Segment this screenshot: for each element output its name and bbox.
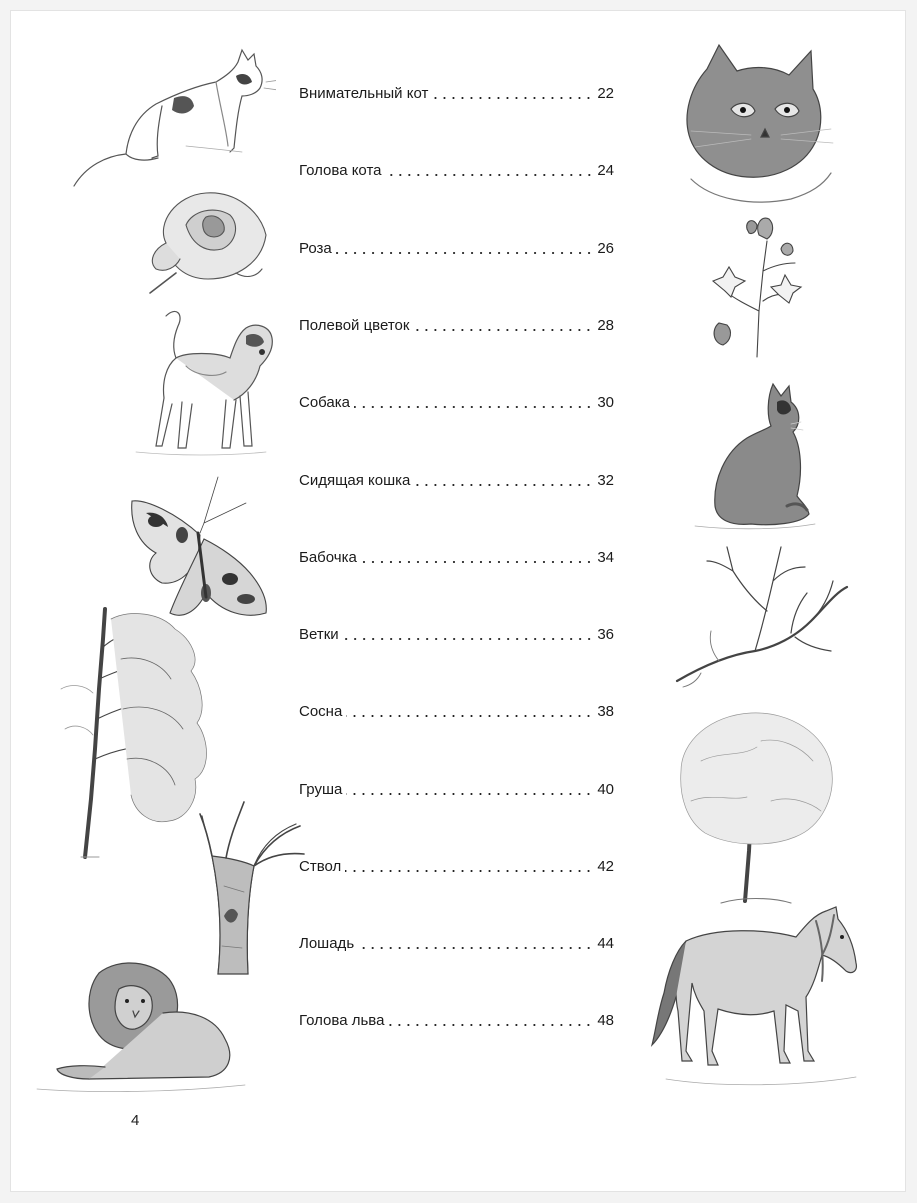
page-number: 4 [131,1112,140,1129]
toc-entry-butterfly[interactable] [299,545,614,569]
toc-entry-title: Собака [299,393,350,411]
lion-sketch [29,953,249,1098]
branches-sketch [671,541,851,693]
toc-entry-page: 28 [597,316,614,334]
dot-leader [354,406,593,408]
toc-entry-title: Ветки [299,625,339,643]
toc-entry-page: 44 [597,934,614,952]
toc-entry-pear[interactable] [299,777,614,801]
toc-entry-page: 48 [597,1011,614,1029]
book-page [10,10,906,1192]
toc-entry-pine[interactable] [299,699,614,723]
toc-entry-page: 32 [597,471,614,489]
toc-entry-horse[interactable] [299,931,614,955]
toc-entry-sitting-cat[interactable] [299,468,614,492]
dot-leader [346,793,593,795]
toc-entry-branches[interactable] [299,622,614,646]
horse-sketch [646,901,861,1093]
dot-leader [414,484,593,486]
toc-entry-title: Роза [299,239,332,257]
dot-leader [343,638,594,640]
toc-entry-title: Полевой цветок [299,316,410,334]
dot-leader [336,252,594,254]
toc-entry-cat-head[interactable] [299,158,614,182]
toc-entry-lion-head[interactable] [299,1008,614,1032]
dot-leader [413,329,593,331]
toc-entry-title: Груша [299,780,343,798]
toc-entry-title: Лошадь [299,934,355,952]
dot-leader [346,715,593,717]
dot-leader [358,947,593,949]
toc-entry-trunk[interactable] [299,854,614,878]
dot-leader [388,1024,593,1026]
toc-entry-wildflower[interactable] [299,313,614,337]
toc-entry-page: 22 [597,84,614,102]
wildflower-sketch [701,211,811,359]
toc-entry-page: 26 [597,239,614,257]
toc-entry-title: Сосна [299,702,343,720]
dot-leader [361,561,593,563]
tree-trunk-sketch [196,796,306,976]
toc-entry-page: 36 [597,625,614,643]
toc-entry-page: 42 [597,857,614,875]
cat-head-sketch [671,39,836,214]
toc-entry-page: 38 [597,702,614,720]
cat-walking-sketch [66,36,276,196]
dot-leader [386,174,594,176]
toc-entry-page: 30 [597,393,614,411]
toc-entry-page: 24 [597,161,614,179]
toc-entry-title: Голова льва [299,1011,385,1029]
rose-sketch [136,183,276,298]
toc-entry-title: Голова кота [299,161,382,179]
toc-entry-page: 34 [597,548,614,566]
toc-entry-title: Внимательный кот [299,84,429,102]
toc-entry-title: Сидящая кошка [299,471,411,489]
dog-sketch [106,296,276,466]
toc-entry-title: Ствол [299,857,342,875]
dot-leader [432,97,593,99]
toc-entry-attentive-cat[interactable] [299,81,614,105]
toc-entry-rose[interactable] [299,236,614,260]
sitting-cat-sketch [691,376,816,531]
dot-leader [345,870,593,872]
pear-tree-sketch [661,701,841,906]
toc-entry-dog[interactable] [299,390,614,414]
pine-tree-sketch [51,599,216,861]
toc-entry-title: Бабочка [299,548,357,566]
toc-entry-page: 40 [597,780,614,798]
